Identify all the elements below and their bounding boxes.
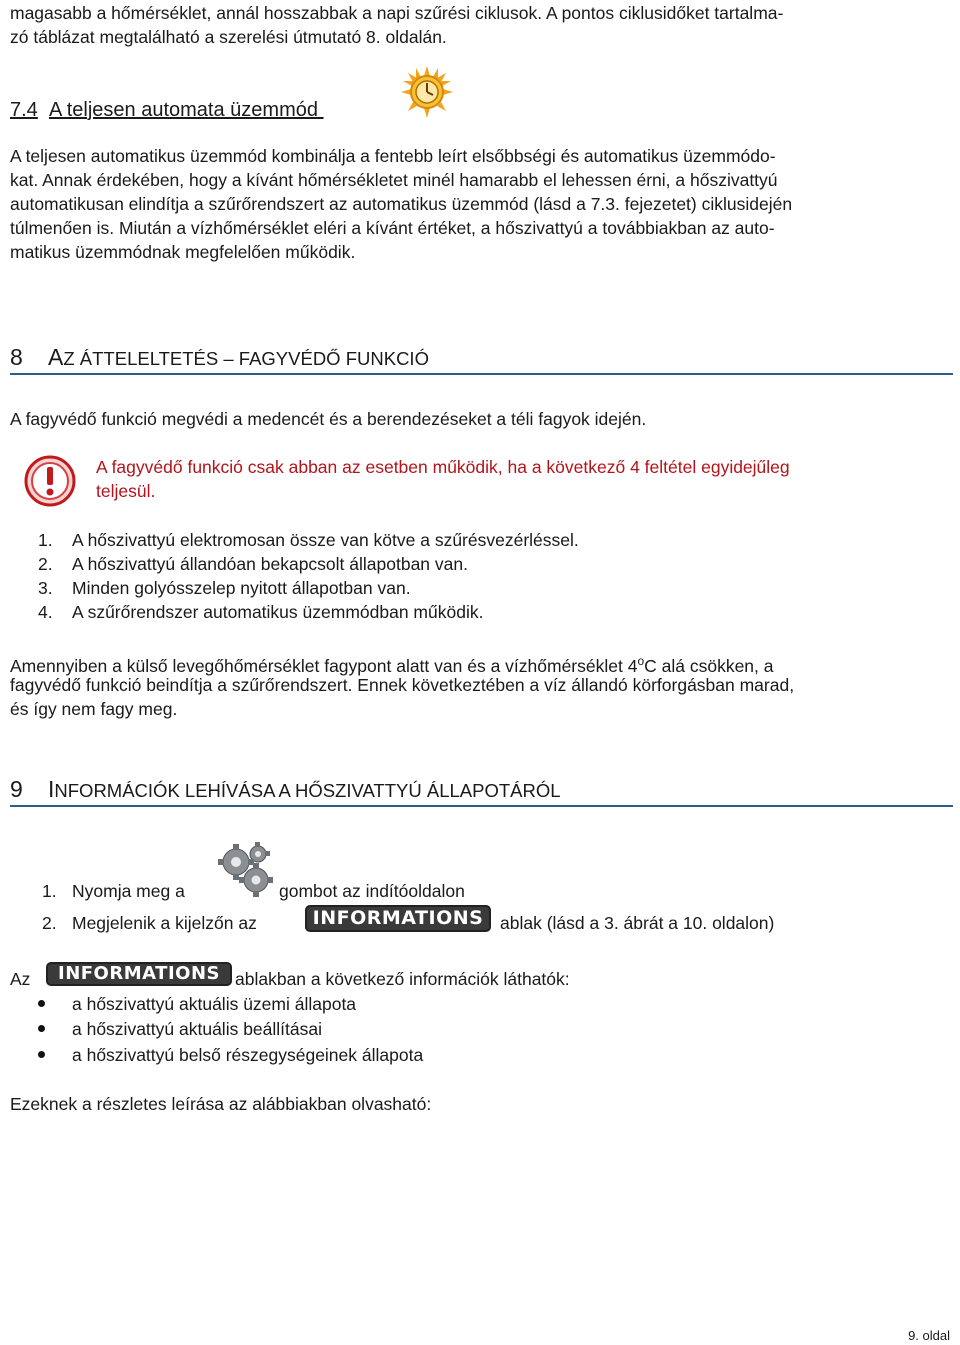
warning-icon [24, 455, 76, 507]
list-item [38, 529, 53, 552]
body-text: Az [10, 969, 31, 989]
degree-sup: o [637, 654, 645, 668]
bullet-dot [38, 1051, 45, 1058]
heading-initial: I [48, 776, 55, 802]
step-text: ablak (lásd a 3. ábrát a 10. oldalon) [500, 913, 775, 933]
section-heading-9 [10, 775, 561, 805]
section-heading-8 [10, 343, 429, 373]
heading-text: Z ÁTTELELTETÉS – FAGYVÉDŐ FUNKCIÓ [63, 348, 429, 369]
body-text: ablakban a következő információk láthatók: [235, 969, 570, 989]
list-item-text: A hőszivattyú állandóan bekapcsolt állapotban van. [72, 554, 468, 574]
step-text: Nyomja meg a [72, 881, 185, 901]
body-text-line: túlmenően is. Miután a vízhőmérséklet eléri a kívánt értéket, a hőszivattyú a továbbiakban az auto- [10, 218, 775, 238]
list-number: 2. [38, 554, 53, 574]
body-text-line: zó táblázat megtalálható a szerelési útmutató 8. oldalán. [10, 27, 447, 47]
list-item-text: A szűrőrendszer automatikus üzemmódban működik. [72, 602, 484, 622]
list-item [38, 601, 53, 624]
step-number: 1. [42, 881, 57, 901]
section-number: 9 [10, 776, 23, 802]
body-text-line: magasabb a hőmérséklet, annál hosszabbak a napi szűrési ciklusok. A pontos ciklusidőket tartalma- [10, 3, 784, 23]
body-text-line: fagyvédő funkció beindítja a szűrőrendszert. Ennek következtében a víz állandó körforgásban marad, [10, 675, 795, 695]
warning-text-line: A fagyvédő funkció csak abban az esetben működik, ha a következő 4 feltétel egyidejűleg [96, 457, 790, 477]
body-text-line: A fagyvédő funkció megvédi a medencét és a berendezéseket a téli fagyok idején. [10, 409, 647, 429]
heading-initial: A [48, 344, 64, 370]
bullet-dot [38, 1025, 45, 1032]
step-text: gombot az indítóoldalon [279, 881, 465, 901]
heading-rule [10, 805, 953, 807]
list-number: 1. [38, 530, 53, 550]
step-text: Megjelenik a kijelzőn az [72, 913, 257, 933]
bullet-text: a hőszivattyú aktuális üzemi állapota [72, 994, 357, 1014]
text-span: C alá csökken, a [644, 655, 774, 676]
section-number: 7.4 [10, 99, 38, 121]
body-text-line: matikus üzemmódnak megfelelően működik. [10, 242, 356, 262]
body-text-line: Ezeknek a részletes leírása az alábbiakban olvasható: [10, 1094, 432, 1114]
list-item-text: Minden golyósszelep nyitott állapotban van. [72, 578, 411, 598]
bullet-text: a hőszivattyú aktuális beállításai [72, 1019, 322, 1039]
bullet-dot [38, 1000, 45, 1007]
body-text-line: automatikusan elindítja a szűrőrendszert az automatikus üzemmód (lásd a 7.3. fejezetet) ciklusidején [10, 194, 793, 214]
bullet-text: a hőszivattyú belső részegységeinek állapota [72, 1045, 424, 1065]
gears-icon [216, 840, 274, 898]
body-text-line: kat. Annak érdekében, hogy a kívánt hőmérsékletet minél hamarabb el lehessen érni, a hőszivattyú [10, 170, 778, 190]
body-text-line: A teljesen automatikus üzemmód kombinálja a fentebb leírt elsőbbségi és automatikus üzemmódo- [10, 146, 776, 166]
section-number: 8 [10, 344, 23, 370]
informations-badge: INFORMATIONS [305, 905, 491, 932]
section-title: A teljesen automata üzemmód [48, 99, 318, 121]
body-text-line: és így nem fagy meg. [10, 699, 178, 719]
step-number: 2. [42, 913, 57, 933]
section-heading-7-4 [10, 97, 324, 123]
list-number: 3. [38, 578, 53, 598]
warning-text-line: teljesül. [96, 481, 156, 501]
sun-clock-icon [399, 64, 455, 120]
text-span: Amennyiben a külső levegőhőmérséklet fagypont alatt van és a vízhőmérséklet 4 [10, 655, 638, 676]
informations-badge: INFORMATIONS [46, 962, 232, 986]
heading-rule [10, 373, 953, 375]
list-item-text: A hőszivattyú elektromosan össze van kötve a szűrésvezérléssel. [72, 530, 579, 550]
heading-text: NFORMÁCIÓK LEHÍVÁSA A HŐSZIVATTYÚ ÁLLAPOTÁRÓL [54, 780, 561, 801]
list-number: 4. [38, 602, 53, 622]
list-item [38, 553, 53, 576]
page-number: 9. oldal [908, 1328, 950, 1343]
list-item [38, 577, 53, 600]
